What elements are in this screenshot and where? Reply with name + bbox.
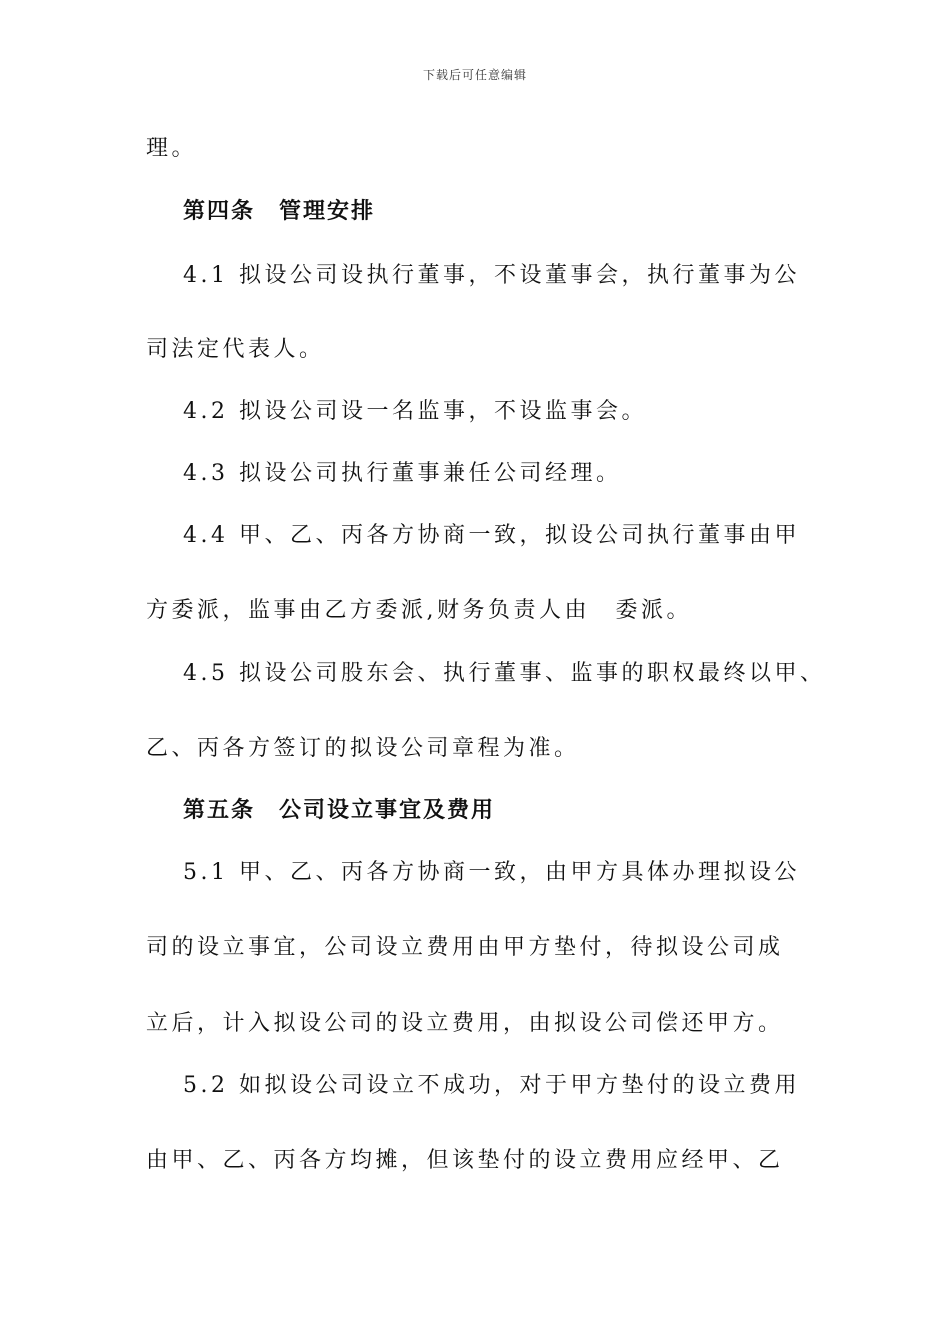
clause-5-1: 5.1 甲、乙、丙各方协商一致，由甲方具体办理拟设公 [183, 860, 800, 885]
clause-4-5: 4.5 拟设公司股东会、执行董事、监事的职权最终以甲、 [183, 661, 826, 686]
body-line: 司法定代表人。 [146, 337, 325, 362]
clause-4-2: 4.2 拟设公司设一名监事，不设监事会。 [183, 399, 647, 424]
body-line: 理。 [146, 136, 198, 161]
body-line: 由甲、乙、丙各方均摊，但该垫付的设立费用应经甲、乙 [146, 1148, 784, 1173]
section-heading-5: 第五条 公司设立事宜及费用 [183, 798, 496, 823]
clause-4-3: 4.3 拟设公司执行董事兼任公司经理。 [183, 461, 622, 486]
body-line: 司的设立事宜，公司设立费用由甲方垫付，待拟设公司成 [146, 935, 784, 960]
clause-4-4: 4.4 甲、乙、丙各方协商一致，拟设公司执行董事由甲 [183, 523, 800, 548]
section-heading-4: 第四条 管理安排 [183, 199, 376, 224]
clause-5-2: 5.2 如拟设公司设立不成功，对于甲方垫付的设立费用 [183, 1073, 800, 1098]
clause-4-1: 4.1 拟设公司设执行董事，不设董事会，执行董事为公 [183, 263, 800, 288]
body-line: 方委派，监事由乙方委派,财务负责人由 委派。 [146, 598, 692, 623]
body-line: 立后，计入拟设公司的设立费用，由拟设公司偿还甲方。 [146, 1011, 784, 1036]
body-line: 乙、丙各方签订的拟设公司章程为准。 [146, 736, 580, 761]
page-header: 下载后可任意编辑 [422, 68, 527, 82]
